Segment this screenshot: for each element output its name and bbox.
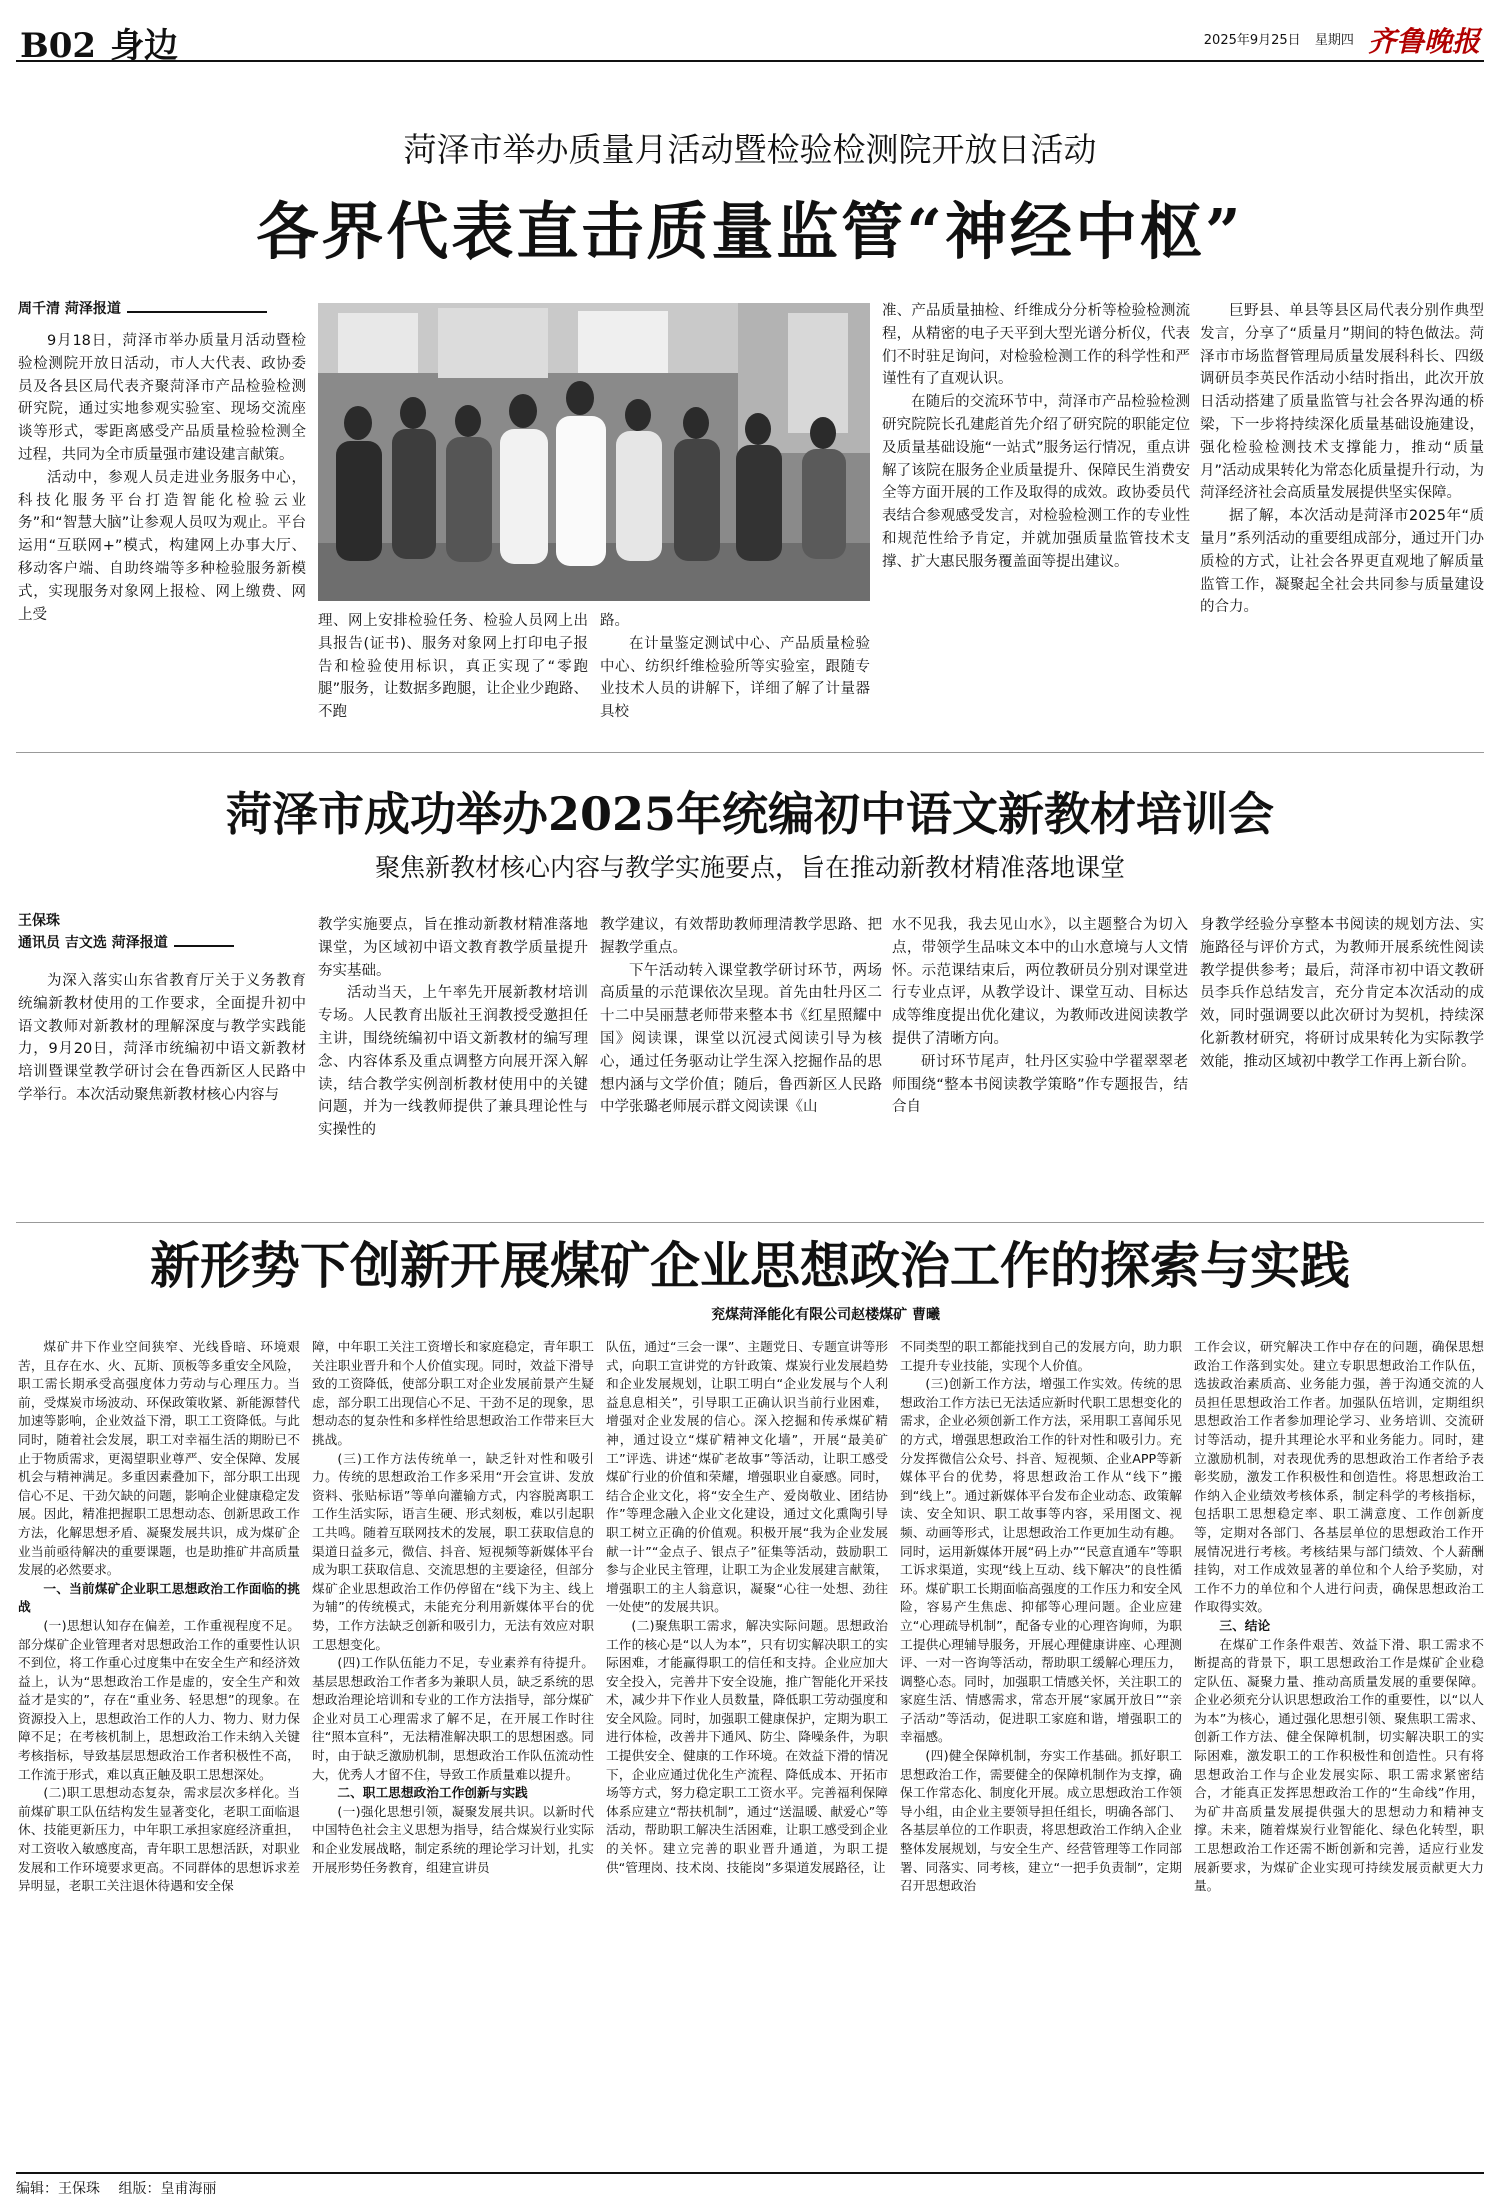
separator <box>16 752 1484 753</box>
article3-col3: 队伍，通过“三会一课”、主题党日、专题宣讲等形式，向职工宣讲党的方针政策、煤炭行业发展趋势和企业发展规划，让职工明白“企业发展与个人利益息息相关”，引导职工正确认识当前行业困难，增强对企业发展的信心。深入挖掘和传承煤矿精神，通过设立“煤矿精神文化墙”，开展“最美矿工”评选、讲述“煤矿老故事”等活动，让职工感受煤矿行业的价值和荣耀，增强职业自豪感。同时，结合企业文化，将“安全生产、爱岗敬业、团结协作”等理念融入企业文化建设，通过文化熏陶引导职工树立正确的价值观。积极开展“我为企业发展献一计”“金点子、银点子”征集等活动，鼓励职工参与企业民主管理，让职工为企业发展建言献策，增强职工的主人翁意识，凝聚“心往一处想、劲往一处使”的发展共识。 (二)聚焦职工需求，解决实际问题。思想政治工作的核心是“以人为本”，只有切实解决职工的实际困难，才能赢得职工的信任和支持。企业应加大安全投入，完善井下安全设施，推广智能化开采技术，减少井下作业人员数量，降低职工劳动强度和安全风险。同时，加强职工健康保护，定期为职工进行体检，改善井下通风、防尘、降噪条件，为职工提供安全、健康的工作环境。在效益下滑的情况下，企业应通过优化生产流程、降低成本、开拓市场等方式，努力稳定职工工资水平。完善福利保障体系应建立“帮扶机制”，通过“送温暖、献爱心”等活动，帮助职工解决生活困难，让职工感受到企业的关怀。建立完善的职业晋升通道，为职工提供“管理岗、技术岗、技能岗”多渠道发展路径，让 <box>606 1339 888 1875</box>
article1-col2: 理、网上安排检验任务、检验人员网上出具报告(证书)、服务对象网上打印电子报告和检验使用标识，真正实现了“零跑腿”服务，让数据多跑腿，让企业少跑路、不跑 <box>318 613 588 721</box>
article3-col4: 不同类型的职工都能找到自己的发展方向，助力职工提升专业技能，实现个人价值。 (三)创新工作方法，增强工作实效。传统的思想政治工作方法已无法适应新时代职工思想变化的需求，企业必须创新工作方法，采用职工喜闻乐见的方式，增强思想政治工作的针对性和吸引力。充分发挥微信公众号、抖音、短视频、企业APP等新媒体平台的优势，将思想政治工作从“线下”搬到“线上”。通过新媒体平台发布企业动态、政策解读、安全知识、职工故事等内容，采用图文、视频、动画等形式，让思想政治工作更加生动有趣。同时，运用新媒体开展“码上办”“民意直通车”等职工诉求渠道，实现“线上互动、线下解决”的良性循环。煤矿职工长期面临高强度的工作压力和安全风险，容易产生焦虑、抑郁等心理问题。企业应建立“心理疏导机制”，配备专业的心理咨询师，为职工提供心理辅导服务，开展心理健康讲座、心理测评、一对一咨询等活动，帮助职工缓解心理压力，调整心态。同时，加强职工情感关怀，关注职工的家庭生活、情感需求，常态开展“家属开放日”“亲子活动”等活动，促进职工家庭和谐，增强职工的幸福感。 (四)健全保障机制，夯实工作基础。抓好职工思想政治工作，需要健全的保障机制作为支撑，确保工作常态化、制度化开展。成立思想政治工作领导小组，由企业主要领导担任组长，明确各部门、各基层单位的工作职责，将思想政治工作纳入企业整体发展规划，与安全生产、经营管理等工作同部署、同落实、同考核，建立“一把手负责制”，定期召开思想政治 <box>900 1339 1182 1894</box>
article1-col3a: 路。 在计量鉴定测试中心、产品质量检验中心、纺织纤维检验所等实验室，跟随专业技术人员的讲解下，详细了解了计量器具校 <box>600 613 870 721</box>
paper-logo: 齐鲁晚报 <box>1367 25 1480 58</box>
separator <box>16 1222 1484 1223</box>
issue-date: 2025年9月25日 <box>1203 32 1301 48</box>
page-header <box>16 12 1484 66</box>
article1-col1: 9月18日，菏泽市举办质量月活动暨检验检测院开放日活动，市人大代表、政协委员及各县区局代表齐聚菏泽市产品检验检测研究院，通过实地参观实验室、现场交流座谈等形式，零距离感受产品质量检验检测全过程，共同为全市质量强市建设建言献策。 活动中，参观人员走进业务服务中心，科技化服务平台打造智能化检验云业务”和“智慧大脑”让参观人员叹为观止。平台运用“互联网+”模式，构建网上办事大厅、移动客户端、自助终端等多种检验服务新模式，实现服务对象网上报检、网上缴费、网上受 <box>18 333 306 623</box>
page-footer <box>16 2178 230 2198</box>
footer-rule <box>16 2172 1484 2174</box>
masthead <box>1194 20 1480 60</box>
article1-col3: 准、产品质量抽检、纤维成分分析等检验检测流程，从精密的电子天平到大型光谱分析仪，代表们不时驻足询问，对检验检测工作的科学性和严谨性有了直观认识。 在随后的交流环节中，菏泽市产品检验检测研究院院长孔建彪首先介绍了研究院的职能定位及质量基础设施“一站式”服务运行情况，重点讲解了该院在服务企业质量提升、保障民生消费安全等方面开展的工作及取得的成效。政协委员代表结合参观感受发言，对检验检测工作的专业性和规范性给予肯定，并就加强质量监管技术支撑、扩大惠民服务覆盖面等提出建议。 <box>882 303 1190 570</box>
article1-title: 各界代表直击质量监管“神经中枢” <box>256 195 1244 268</box>
footer-editor: 编辑：王保珠 <box>16 2181 100 2197</box>
article1-byline: 周千清 菏泽报道 <box>18 298 267 320</box>
issue-weekday: 星期四 <box>1314 32 1354 48</box>
article2-subtitle: 聚焦新教材核心内容与教学实施要点，旨在推动新教材精准落地课堂 <box>374 853 1125 882</box>
article3-col2: 障，中年职工关注工资增长和家庭稳定，青年职工关注职业晋升和个人价值实现。同时，效益下滑导致的工资降低，使部分职工对企业发展前景产生疑虑，部分职工出现信心不足、干劲不足的现象，思想动态的复杂性和多样性给思想政治工作带来巨大挑战。 (三)工作方法传统单一，缺乏针对性和吸引力。传统的思想政治工作多采用“开会宣讲、发放资料、张贴标语”等单向灌输方式，内容脱离职工工作生活实际，语言生硬、形式刻板，难以引起职工共鸣。随着互联网技术的发展，职工获取信息的渠道日益多元，微信、抖音、短视频等新媒体平台成为职工获取信息、交流思想的主要途径，但部分煤矿企业思想政治工作仍停留在“线下为主、线上为辅”的传统模式，未能充分利用新媒体平台的优势，工作方法缺乏创新和吸引力，无法有效应对职工思想变化。 (四)工作队伍能力不足，专业素养有待提升。基层思想政治工作者多为兼职人员，缺乏系统的思想政治理论培训和专业的工作方法指导，部分煤矿企业对员工心理需求了解不足，在开展工作时往往“照本宣科”，无法精准解决职工的思想困惑。同时，由于缺乏激励机制，思想政治工作队伍流动性大，优秀人才留不住，导致工作质量难以提升。 二、职工思想政治工作创新与实践 (一)强化思想引领，凝聚发展共识。以新时代中国特色社会主义思想为指导，结合煤炭行业实际和企业发展战略，制定系统的理论学习计划，扎实开展形势任务教育，组建宣讲员 <box>312 1339 594 1875</box>
event-photo <box>318 303 870 601</box>
article3-col5: 工作会议，研究解决工作中存在的问题，确保思想政治工作落到实处。建立专职思想政治工作队伍，选拔政治素质高、业务能力强，善于沟通交流的人员担任思想政治工作者。加强队伍培训，定期组织思想政治工作者参加理论学习、业务培训、交流研讨等活动，提升其理论水平和业务能力。同时，建立激励机制，对表现优秀的思想政治工作者给予表彰奖励，激发工作积极性和创造性。将思想政治工作纳入企业绩效考核体系，制定科学的考核指标，包括职工思想稳定率、职工满意度、工作创新度等，定期对各部门、各基层单位的思想政治工作开展情况进行考核。考核结果与部门绩效、个人薪酬挂钩，对工作成效显著的单位和个人给予奖励，对工作不力的单位和个人进行问责，确保思想政治工作取得实效。 三、结论 在煤矿工作条件艰苦、效益下滑、职工需求不断提高的背景下，职工思想政治工作是煤矿企业稳定队伍、凝聚力量、推动高质量发展的重要保障。企业必须充分认识思想政治工作的重要性，以“以人为本”为核心，通过强化思想引领、聚焦职工需求、创新工作方法、健全保障机制，切实解决职工的实际困难，激发职工的工作积极性和创造性。只有将思想政治工作与企业发展实际、职工需求紧密结合，才能真正发挥思想政治工作的“生命线”作用，为矿井高质量发展提供强大的思想动力和精神支撑。未来，随着煤炭行业智能化、绿色化转型，职工思想政治工作还需不断创新和完善，适应行业发展新要求，为煤矿企业实现可持续发展贡献更大力量。 <box>1194 1339 1484 1894</box>
article3-author: 兖煤菏泽能化有限公司赵楼煤矿 曹曦 <box>711 1307 940 1323</box>
article1-kicker: 菏泽市举办质量月活动暨检验检测院开放日活动 <box>403 130 1097 169</box>
article2-byline: 王保珠 通讯员 吉文选 菏泽报道 <box>18 910 234 954</box>
page-number: B02 <box>20 26 97 66</box>
article2-col5: 身教学经验分享整本书阅读的规划方法、实施路径与评价方式，为教师开展系统性阅读教学提供参考；最后，菏泽市初中语文教研员李兵作总结发言，充分肯定本次活动的成效，同时强调要以此次研讨为契机，持续深化新教材研究，将研讨成果转化为实际教学效能，推动区域初中教学工作再上新台阶。 <box>1200 917 1484 1070</box>
section-name: 身边 <box>110 26 179 66</box>
article2-col4: 水不见我，我去见山水》，以主题整合为切入点，带领学生品味文本中的山水意境与人文情怀。示范课结束后，两位教研员分别对课堂进行专业点评，从教学设计、课堂互动、目标达成等维度提出优化建议，为教师改进阅读教学提供了清晰方向。 研讨环节尾声，牡丹区实验中学翟翠翠老师围绕“整本书阅读教学策略”作专题报告，结合自 <box>892 917 1188 1116</box>
article2-col1: 为深入落实山东省教育厅关于义务教育统编新教材使用的工作要求，全面提升初中语文教师对新教材的理解深度与教学实践能力，9月20日，菏泽市统编初中语文新教材培训暨课堂教学研讨会在鲁西新区人民路中学举行。本次活动聚焦新教材核心内容与 <box>18 973 306 1103</box>
article2-col2: 教学实施要点，旨在推动新教材精准落地课堂，为区域初中语文教育教学质量提升夯实基础。 活动当天，上午率先开展新教材培训专场。人民教育出版社王润教授受邀担任主讲，围绕统编初中语文新教材的编写理念、内容体系及重点调整方向展开深入解读，结合教学实例剖析教材使用中的关键问题，并为一线教师提供了兼具理论性与实操性的 <box>318 917 588 1139</box>
article1-col4: 巨野县、单县等县区局代表分别作典型发言，分享了“质量月”期间的特色做法。菏泽市市场监督管理局质量发展科科长、四级调研员李英民作活动小结时指出，此次开放日活动搭建了质量监管与社会各界沟通的桥梁，下一步将持续深化质量基础设施建设，强化检验检测技术支撑能力，推动“质量月”活动成果转化为常态化质量提升行动，为菏泽经济社会高质量发展提供坚实保障。 据了解，本次活动是菏泽市2025年“质量月”系列活动的重要组成部分，通过开门办质检的方式，让社会各界更直观地了解质量监管工作，凝聚起全社会共同参与质量建设的合力。 <box>1200 303 1484 616</box>
visitors-photo <box>318 303 870 601</box>
article2-col3: 教学建议，有效帮助教师理清教学思路、把握教学重点。 下午活动转入课堂教学研讨环节，两场高质量的示范课依次呈现。首先由牡丹区二十二中吴丽慧老师带来整本书《红星照耀中国》阅读课，课堂以沉浸式阅读引导为核心，通过任务驱动让学生深入挖掘作品的思想内涵与文学价值；随后，鲁西新区人民路中学张璐老师展示群文阅读课《山 <box>600 917 882 1116</box>
page-section <box>20 18 178 67</box>
footer-layout: 组版：皇甫海丽 <box>118 2181 217 2197</box>
article3-title: 新形势下创新开展煤矿企业思想政治工作的探索与实践 <box>150 1236 1350 1295</box>
article2-title: 菏泽市成功举办2025年统编初中语文新教材培训会 <box>225 787 1275 841</box>
article3-col1: 煤矿井下作业空间狭窄、光线昏暗、环境艰苦，且存在水、火、瓦斯、顶板等多重安全风险，职工需长期承受高强度体力劳动与心理压力。当前，受煤炭市场波动、环保政策收紧、新能源替代加速等影响，企业效益下滑，职工工资降低。与此同时，随着社会发展，职工对幸福生活的期盼已不止于物质需求，更渴望职业尊严、安全保障、发展机会与精神满足。多重因素叠加下，部分职工出现信心不足、干劲欠缺的问题，影响企业健康稳定发展。因此，精准把握职工思想动态、创新思政工作方法，化解思想矛盾、凝聚发展共识，成为煤矿企业当前亟待解决的重要课题，也是助推矿井高质量发展的必然要求。 一、当前煤矿企业职工思想政治工作面临的挑战 (一)思想认知存在偏差，工作重视程度不足。部分煤矿企业管理者对思想政治工作的重要性认识不到位，将工作重心过度集中在安全生产和经济效益上，认为“思想政治工作是虚的，安全生产和效益才是实的”，存在“重业务、轻思想”的现象。在资源投入上，思想政治工作的人力、物力、财力保障不足；在考核机制上，思想政治工作未纳入关键考核指标，导致基层思想政治工作者积极性不高，工作流于形式，难以真正触及职工思想深处。 (二)职工思想动态复杂，需求层次多样化。当前煤矿职工队伍结构发生显著变化，老职工面临退休、技能更新压力，中年职工承担家庭经济重担，对工资收入敏感度高，青年职工思想活跃，对职业发展和工作环境要求更高。不同群体的思想诉求差异明显，老职工关注退休待遇和安全保 <box>18 1339 300 1894</box>
